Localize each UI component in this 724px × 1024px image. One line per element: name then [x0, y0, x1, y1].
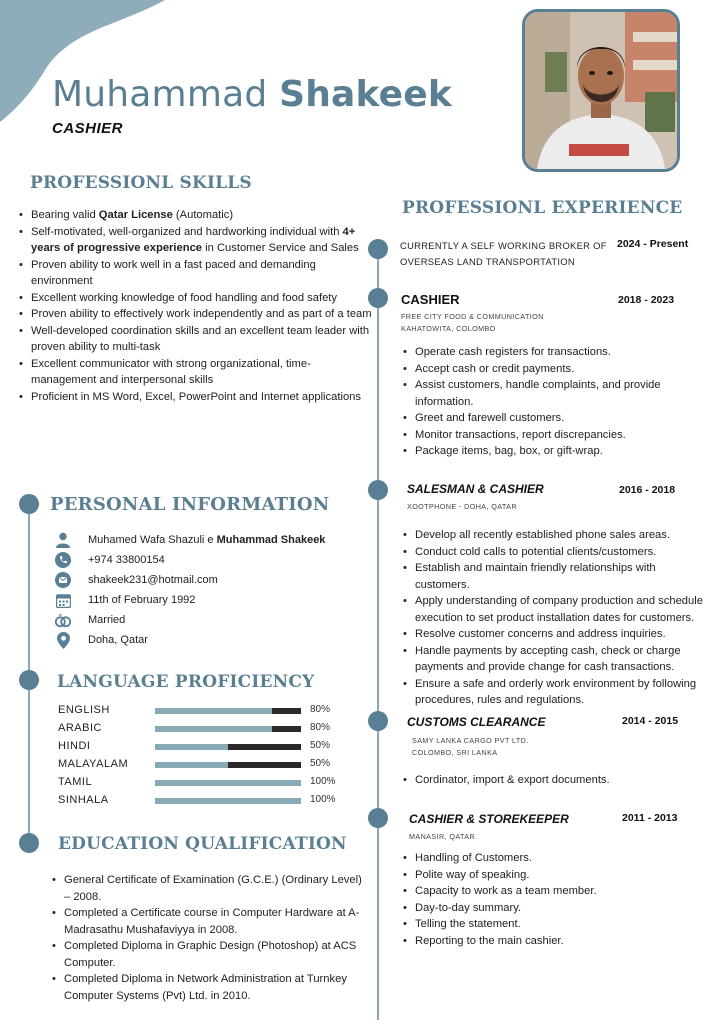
language-level-bar	[155, 762, 301, 768]
skills-title: PROFESSIONL SKILLS	[30, 173, 252, 193]
job-company: MANASIR, QATAR.	[409, 832, 478, 841]
section-dot	[19, 833, 39, 853]
section-dot	[19, 670, 39, 690]
language-name: HINDI	[58, 740, 91, 752]
language-percent: 80%	[310, 722, 331, 733]
job-duties	[401, 772, 711, 789]
language-percent: 80%	[310, 704, 331, 715]
last-name: Shakeek	[279, 74, 453, 115]
list-item: • Accept cash or credit payments.	[401, 361, 711, 378]
list-item: • Well-developed coordination skills and an excellent team leader with proven ability to multi-task	[17, 323, 372, 356]
list-item: • Excellent communicator with strong organizational, time-management and interpersonal skills	[17, 356, 372, 389]
first-name: Muhammad	[52, 74, 268, 115]
list-item: • Ensure a safe and orderly work environment by following procedures, rules and regulations.	[401, 676, 711, 709]
language-name: TAMIL	[58, 776, 93, 788]
list-item: • Develop all recently established phone sales areas.	[401, 527, 711, 544]
list-item: • General Certificate of Examination (G.C.E.) (Ordinary Level) – 2008.	[50, 872, 370, 905]
job-location: KAHATOWITA, COLOMBO	[401, 324, 496, 333]
timeline-dot	[368, 480, 388, 500]
rings-icon	[54, 611, 72, 629]
list-item: • Greet and farewell customers.	[401, 410, 711, 427]
language-level-bar	[155, 798, 301, 804]
job-date: 2014 - 2015	[622, 715, 679, 727]
language-level-bar	[155, 708, 301, 714]
language-level-fill	[155, 744, 228, 750]
experience-timeline	[377, 240, 379, 1020]
job-company: SAMY LANKA CARGO PVT LTD.	[412, 736, 529, 745]
list-item: • Proven ability to effectively work independently and as part of a team	[17, 306, 372, 323]
personal-info-title: PERSONAL INFORMATION	[50, 494, 330, 515]
list-item: • Day-to-day summary.	[401, 900, 711, 917]
language-percent: 50%	[310, 740, 331, 751]
resume-name	[52, 74, 452, 115]
language-level-bar	[155, 744, 301, 750]
timeline-dot	[368, 711, 388, 731]
list-item: • Cordinator, import & export documents.	[401, 772, 711, 789]
email-icon	[54, 571, 72, 589]
language-name: ENGLISH	[58, 704, 110, 716]
location-pin-icon	[54, 631, 72, 649]
list-item: • Polite way of speaking.	[401, 867, 711, 884]
list-item: • Completed Diploma in Graphic Design (Photoshop) at ACS Computer.	[50, 938, 370, 971]
list-item: • Self-motivated, well-organized and hardworking individual with 4+ years of progressive experience in Customer Service and Sales	[17, 224, 372, 257]
list-item: • Resolve customer concerns and address inquiries.	[401, 626, 711, 643]
personal-email-row: shakeek231@hotmail.com	[54, 571, 218, 589]
job-date: 2018 - 2023	[618, 294, 675, 306]
job-date: 2016 - 2018	[619, 484, 676, 496]
personal-location-row: Doha, Qatar	[54, 631, 148, 649]
language-name: ARABIC	[58, 722, 102, 734]
list-item: • Proven ability to work well in a fast paced and demanding environment	[17, 257, 372, 290]
list-item: • Completed a Certificate course in Computer Hardware at A-Madrasathu Mushafaviyya in 2008.	[50, 905, 370, 938]
current-role: CURRENTLY A SELF WORKING BROKER OF OVERSEAS LAND TRANSPORTATION	[400, 240, 607, 267]
personal-name-row: Muhamed Wafa Shazuli e Muhammad Shakeek	[54, 531, 325, 549]
list-item: • Establish and maintain friendly relationships with customers.	[401, 560, 711, 593]
language-name: MALAYALAM	[58, 758, 129, 770]
list-item: • Operate cash registers for transactions.	[401, 344, 711, 361]
education-title: EDUCATION QUALIFICATION	[58, 834, 347, 854]
experience-title: PROFESSIONL EXPERIENCE	[402, 198, 683, 218]
language-percent: 100%	[310, 794, 336, 805]
language-title: LANGUAGE PROFICIENCY	[57, 672, 315, 692]
list-item: • Reporting to the main cashier.	[401, 933, 711, 950]
person-icon	[54, 531, 72, 549]
job-title: SALESMAN & CASHIER	[407, 482, 544, 496]
language-level-fill	[155, 762, 228, 768]
job-date: 2011 - 2013	[622, 812, 678, 824]
timeline-dot	[368, 808, 388, 828]
list-item: • Package items, bag, box, or gift-wrap.	[401, 443, 711, 460]
language-percent: 100%	[310, 776, 336, 787]
job-title: CUSTOMS CLEARANCE	[407, 715, 546, 729]
language-level-fill	[155, 798, 301, 804]
language-name: SINHALA	[58, 794, 109, 806]
job-title: CASHIER & STOREKEEPER	[409, 812, 569, 826]
language-level-fill	[155, 780, 301, 786]
list-item: • Handling of Customers.	[401, 850, 711, 867]
language-level-fill	[155, 708, 272, 714]
list-item: • Capacity to work as a team member.	[401, 883, 711, 900]
personal-phone-row: +974 33800154	[54, 551, 165, 569]
job-duties	[401, 850, 711, 949]
list-item: • Monitor transactions, report discrepancies.	[401, 427, 711, 444]
language-level-bar	[155, 780, 301, 786]
job-company: XOOTPHONE - DOHA, QATAR	[407, 502, 517, 511]
list-item: • Proficient in MS Word, Excel, PowerPoint and Internet applications	[17, 389, 372, 406]
personal-marital-row: Married	[54, 611, 125, 629]
personal-dob-row: 11th of February 1992	[54, 591, 195, 609]
list-item: • Excellent working knowledge of food handling and food safety	[17, 290, 372, 307]
list-item: • Handle payments by accepting cash, check or charge payments and provide change for cash transactions.	[401, 643, 711, 676]
list-item: • Conduct cold calls to potential clients/customers.	[401, 544, 711, 561]
job-title: CASHIER	[401, 292, 460, 307]
list-item: • Bearing valid Qatar License (Automatic)	[17, 207, 372, 224]
skills-list	[17, 207, 372, 405]
job-location: COLOMBO, SRI LANKA	[412, 748, 498, 757]
job-company: FREE CITY FOOD & COMMUNICATION	[401, 312, 544, 321]
language-percent: 50%	[310, 758, 331, 769]
list-item: • Completed Diploma in Network Administration at Turnkey Computer Systems (Pvt) Ltd. in 2010.	[50, 971, 370, 1004]
list-item: • Apply understanding of company production and schedule execution to set product installation dates for customers.	[401, 593, 711, 626]
language-level-fill	[155, 726, 272, 732]
calendar-icon	[54, 591, 72, 609]
job-duties	[401, 344, 711, 460]
job-role: CASHIER	[52, 120, 124, 137]
list-item: • Telling the statement.	[401, 916, 711, 933]
job-duties	[401, 527, 711, 709]
phone-icon	[54, 551, 72, 569]
current-date: 2024 - Present	[617, 238, 689, 250]
education-list	[50, 872, 370, 1004]
profile-photo	[522, 9, 680, 172]
language-level-bar	[155, 726, 301, 732]
section-dot	[19, 494, 39, 514]
list-item: • Assist customers, handle complaints, and provide information.	[401, 377, 711, 410]
